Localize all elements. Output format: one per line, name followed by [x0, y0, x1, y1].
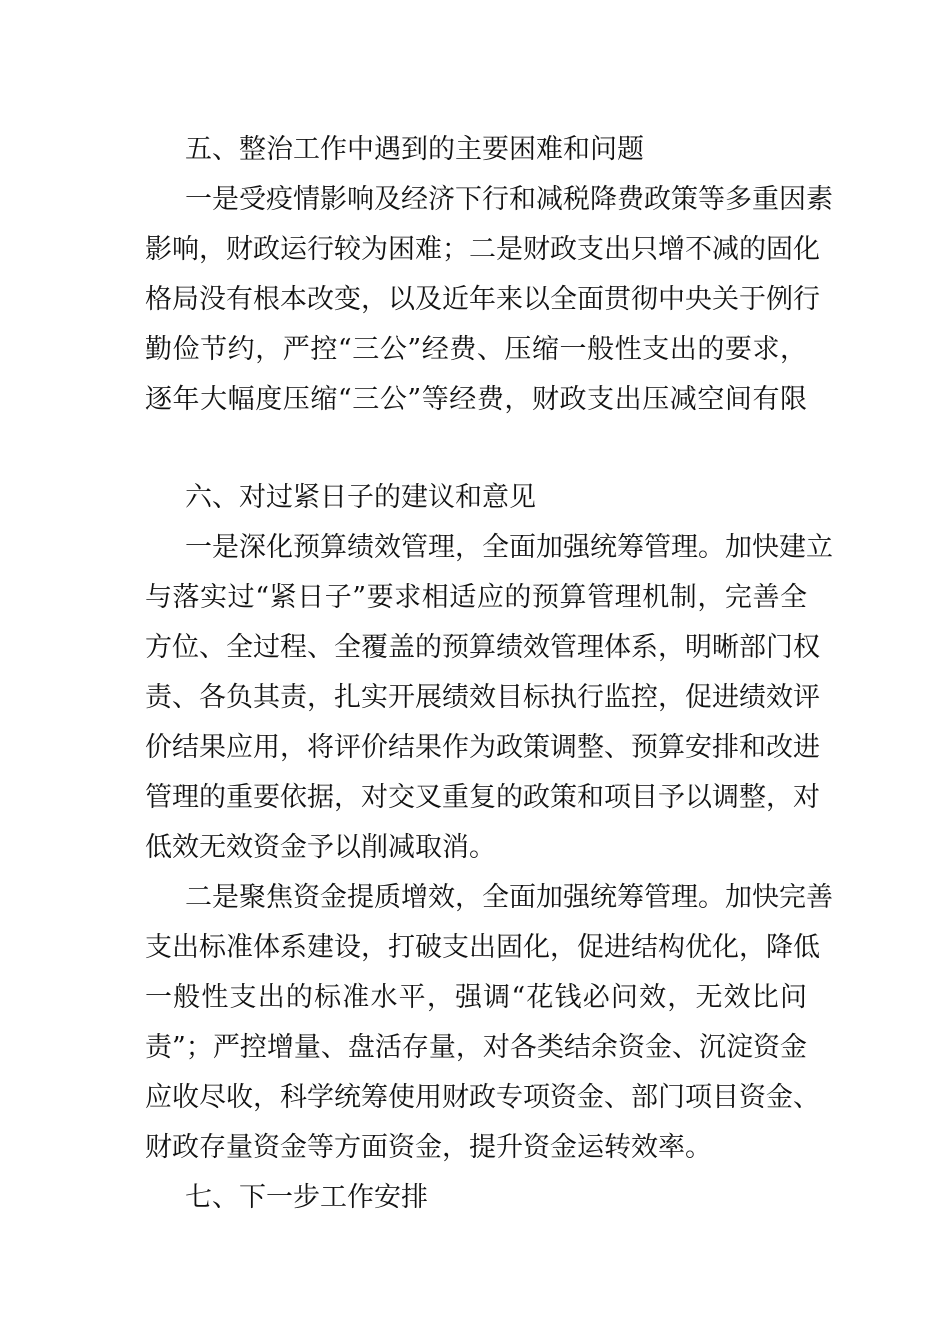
- section-6-p2-line-4: 责”；严控增量、盘活存量，对各类结余资金、沉淀资金: [145, 1032, 807, 1063]
- section-6-p1-line-7: 低效无效资金予以削减取消。: [145, 832, 496, 863]
- section-6-p2-line-1: 二是聚焦资金提质增效，全面加强统筹管理。加快完善: [185, 882, 833, 913]
- section-6-p2-line-6: 财政存量资金等方面资金，提升资金运转效率。: [145, 1132, 712, 1163]
- section-5-line-1: 一是受疫情影响及经济下行和减税降费政策等多重因素: [185, 184, 833, 215]
- section-5-line-3: 格局没有根本改变，以及近年来以全面贯彻中央关于例行: [145, 284, 820, 315]
- section-6-p2-line-5: 应收尽收，科学统筹使用财政专项资金、部门项目资金、: [145, 1082, 820, 1113]
- section-5-heading: 五、整治工作中遇到的主要困难和问题: [185, 134, 644, 165]
- section-5-line-5: 逐年大幅度压缩“三公”等经费，财政支出压减空间有限: [145, 384, 807, 415]
- section-6-heading: 六、对过紧日子的建议和意见: [185, 482, 536, 513]
- section-5-line-2: 影响，财政运行较为困难；二是财政支出只增不减的固化: [145, 234, 820, 265]
- section-6-p1-line-1: 一是深化预算绩效管理，全面加强统筹管理。加快建立: [185, 532, 833, 563]
- section-6-p1-line-5: 价结果应用，将评价结果作为政策调整、预算安排和改进: [145, 732, 820, 763]
- section-6-p1-line-4: 责、各负其责，扎实开展绩效目标执行监控，促进绩效评: [145, 682, 820, 713]
- section-6-p1-line-3: 方位、全过程、全覆盖的预算绩效管理体系，明晰部门权: [145, 632, 820, 663]
- section-6-p2-line-2: 支出标准体系建设，打破支出固化，促进结构优化，降低: [145, 932, 820, 963]
- section-5-line-4: 勤俭节约，严控“三公”经费、压缩一般性支出的要求，: [145, 334, 807, 365]
- section-6-p2-line-3: 一般性支出的标准水平，强调“花钱必问效，无效比问: [145, 982, 807, 1013]
- section-6-p1-line-2: 与落实过“紧日子”要求相适应的预算管理机制，完善全: [145, 582, 807, 613]
- section-6-p1-line-6: 管理的重要依据，对交叉重复的政策和项目予以调整，对: [145, 782, 820, 813]
- section-7-heading: 七、下一步工作安排: [185, 1182, 428, 1213]
